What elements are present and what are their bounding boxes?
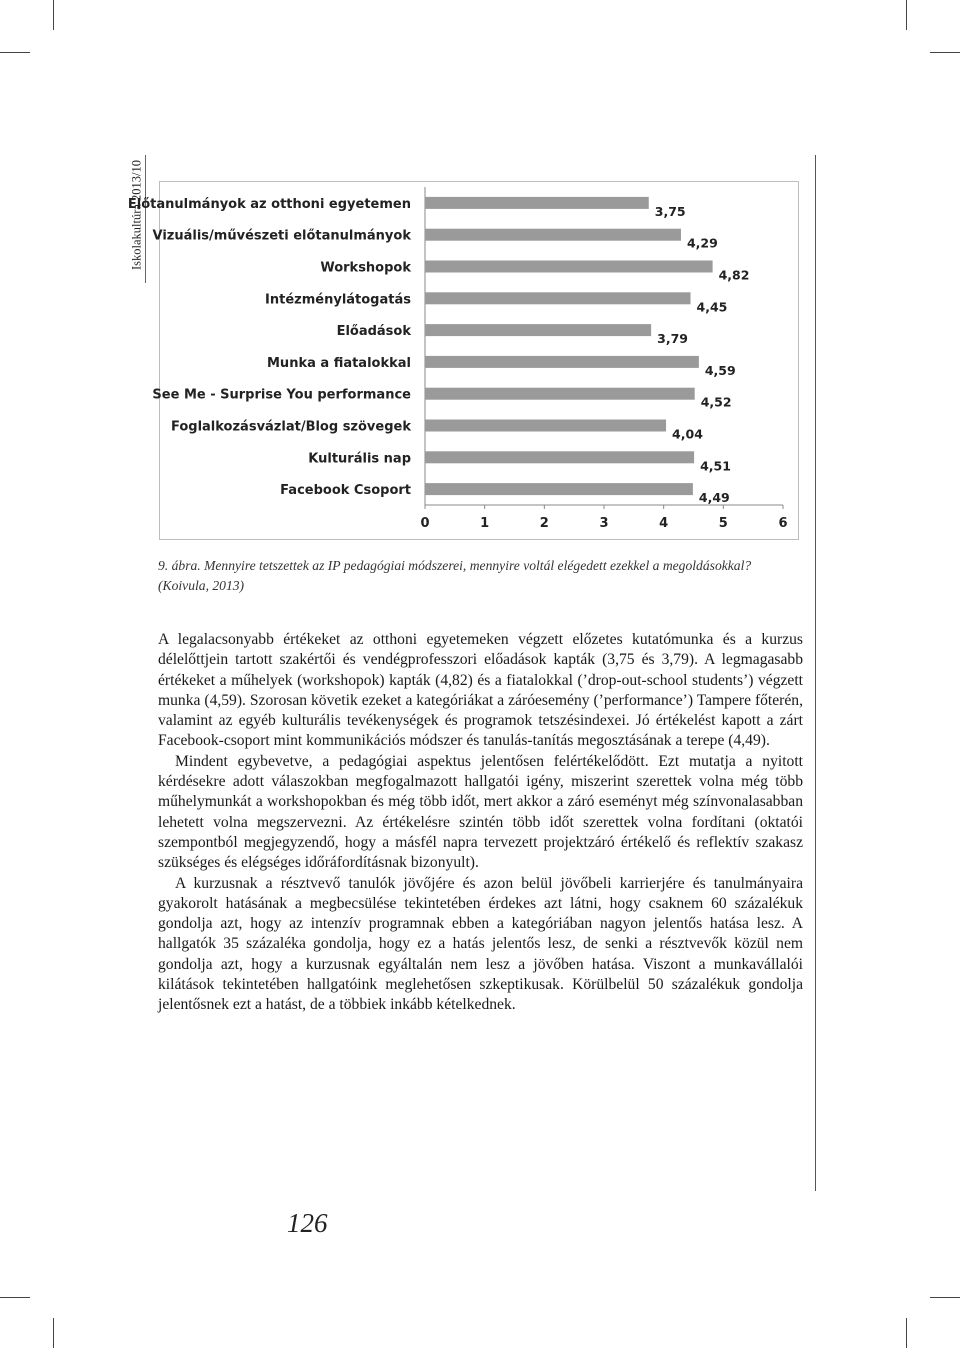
category-label: Vizuális/művészeti előtanulmányok [152, 228, 411, 244]
x-tick-label: 1 [480, 516, 490, 531]
running-head: Iskolakultúra 2013/10 [129, 159, 144, 271]
paragraph: A kurzusnak a résztvevő tanulók jövőjére és azon belül jövőbeli karrierjére és tanulmányaira gyakorolt hatásának a megbecsülése tekintetében érdekes azt látni, hogy csaknem 60 százalékuk gondolja azt, hogy az intenzív programnak ebben a kategóriában nagyon jelentős hatása lesz. A hallgatók 35 százaléka gondolja, hogy ez a hatás jelentős lesz, de senki a résztvevők közül nem gondolja azt, hogy a kurzusnak egyáltalán nem lesz a jövőben hatása. Viszont a munkavállalói kilátások tekintetében hallgatóink meglehetősen szkeptikusak. Körülbelül 50 százalékuk gondolja jelentősnek ezt a hatást, de a többiek inkább kételkednek. [158, 874, 803, 1014]
bar [425, 197, 649, 209]
x-tick-label: 4 [659, 516, 669, 531]
crop-mark [0, 52, 30, 53]
bar [425, 229, 681, 241]
x-tick-label: 3 [599, 516, 609, 531]
category-label: See Me - Surprise You performance [152, 387, 411, 403]
bar [425, 324, 651, 336]
category-label: Előtanulmányok az otthoni egyetemen [127, 196, 411, 212]
crop-mark [930, 52, 960, 53]
figure-caption: 9. ábra. Mennyire tetszettek az IP pedagógiai módszerei, mennyire voltál elégedett ezekkel a megoldásokkal? (Koivula, 2013) [158, 558, 752, 593]
data-label: 4,04 [672, 426, 703, 442]
data-label: 4,51 [700, 458, 731, 474]
bar [425, 420, 666, 432]
crop-mark [930, 1297, 960, 1298]
category-label: Foglalkozásvázlat/Blog szövegek [170, 419, 411, 435]
crop-mark [0, 1297, 30, 1298]
data-label: 4,59 [704, 362, 736, 378]
category-label: Workshopok [320, 260, 411, 276]
data-label: 4,45 [696, 299, 728, 315]
x-tick-label: 6 [778, 516, 788, 531]
crop-mark [53, 1318, 54, 1348]
body-text [158, 630, 803, 1016]
running-head-rule [145, 155, 146, 283]
paragraph: Mindent egybevetve, a pedagógiai aspektus jelentősen felértékelődött. Ezt mutatja a nyitott kérdésekre adott válaszokban megfogalmazott hallgatói igény, miszerint szerettek volna még több műhelymunkát a workshopokban és még több időt, mert akkor a záró eseményt még színvonalasabban lehetett volna megszervezni. Az értékelésre szintén több időt szerettek volna fordítani (oktatói szempontból megjegyzendő, hogy a másfél napra tervezett projektzáró értékelő és reflektív szakasz szükséges és elégséges időráfordításnak bizonyult). [158, 752, 803, 872]
data-label: 4,52 [700, 394, 732, 410]
category-label: Munka a fiatalokkal [267, 355, 411, 371]
bar [425, 483, 693, 495]
data-label: 3,75 [654, 203, 686, 219]
paragraph: A legalacsonyabb értékeket az otthoni egyetemeken végzett előzetes kutatómunka és a kurzus délelőttjein tartott szakértői és vendégprofesszori előadások kapták (3,75 és 3,79). A legmagasabb értékeket a műhelyek (workshopok) kapták (4,82) és a fiatalokkal (’drop-out-school students’) végzett munka (4,59). Szorosan követik ezeket a kategóriákat a záróesemény (’performance’) Tampere főterén, valamint az egyéb kulturális tevékenységek és programok tetszésindexei. Jó értékelést kapott a zárt Facebook-csoport mint kommunikációs módszer és tanulás-tanítás megosztásának a terepe (4,49). [158, 631, 803, 750]
category-label: Kulturális nap [308, 451, 411, 467]
x-tick-label: 2 [539, 516, 549, 531]
category-label: Facebook Csoport [280, 483, 411, 499]
crop-mark [906, 0, 907, 30]
data-label: 3,79 [657, 331, 688, 347]
crop-mark [906, 1318, 907, 1348]
category-label: Előadások [336, 324, 411, 340]
margin-rule [815, 155, 816, 1191]
bar [425, 356, 699, 368]
bar [425, 292, 691, 304]
data-label: 4,29 [686, 235, 718, 251]
x-tick-label: 0 [420, 516, 430, 531]
bar [425, 261, 713, 273]
data-label: 4,49 [698, 490, 730, 506]
bar [425, 451, 694, 463]
bar [425, 388, 695, 400]
x-tick-label: 5 [718, 516, 728, 531]
category-label: Intézménylátogatás [265, 292, 411, 308]
crop-mark [53, 0, 54, 30]
page-number: 126 [287, 1208, 328, 1238]
data-label: 4,82 [718, 267, 750, 283]
